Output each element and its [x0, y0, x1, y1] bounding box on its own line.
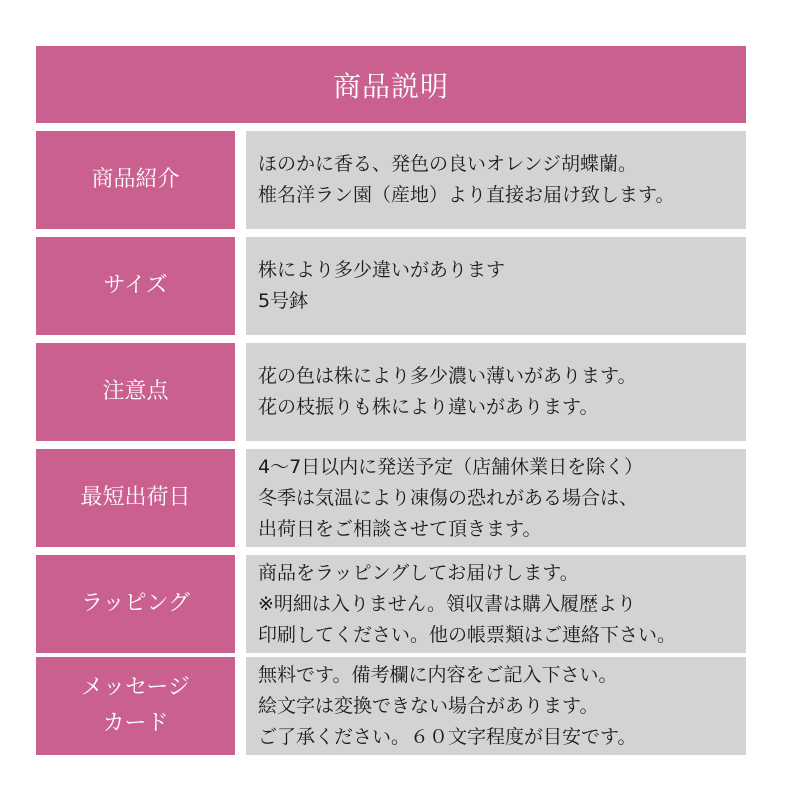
row-value — [246, 555, 746, 653]
row-value — [246, 449, 746, 547]
row-notes — [36, 343, 746, 441]
value-line: 絵文字は変換できない場合があります。 — [258, 694, 599, 717]
value-line: 冬季は気温により凍傷の恐れがある場合は、 — [258, 486, 639, 509]
row-label: 商品紹介 — [36, 131, 235, 229]
row-label: 最短出荷日 — [36, 449, 235, 547]
value-line: 花の色は株により多少濃い薄いがあります。 — [258, 365, 637, 387]
row-shipping — [36, 449, 746, 547]
value-line: ご了承ください。６０文字程度が目安です。 — [258, 725, 637, 748]
row-label: サイズ — [36, 237, 235, 335]
value-line: ※明細は入りません。領収書は購入履歴より — [258, 592, 637, 615]
row-message-card — [36, 657, 746, 755]
value-line: 無料です。備考欄に内容をご記入下さい。 — [258, 663, 618, 686]
value-line: 花の枝振りも株により違いがあります。 — [258, 396, 599, 418]
row-wrapping — [36, 555, 746, 653]
value-line: 株により多少違いがあります — [258, 259, 506, 281]
table-title: 商品説明 — [36, 46, 746, 123]
value-line: 印刷してください。他の帳票類はご連絡下さい。 — [258, 623, 677, 646]
value-line: 5号鉢 — [258, 290, 309, 312]
value-line: 椎名洋ラン園（産地）より直接お届け致します。 — [258, 184, 675, 206]
value-line: 出荷日をご相談させて頂きます。 — [258, 517, 542, 540]
row-label: ラッピング — [36, 555, 235, 653]
row-label: 注意点 — [36, 343, 235, 441]
value-line: 4～7日以内に発送予定（店舗休業日を除く） — [258, 455, 644, 478]
row-value — [246, 343, 746, 441]
row-product-intro — [36, 131, 746, 229]
value-line: ほのかに香る、発色の良いオレンジ胡蝶蘭。 — [258, 153, 638, 175]
row-value — [246, 131, 746, 229]
value-line: 商品をラッピングしてお届けします。 — [258, 561, 579, 584]
row-size — [36, 237, 746, 335]
row-value — [246, 237, 746, 335]
row-value — [246, 657, 746, 755]
row-label: メッセージ カード — [36, 657, 235, 755]
